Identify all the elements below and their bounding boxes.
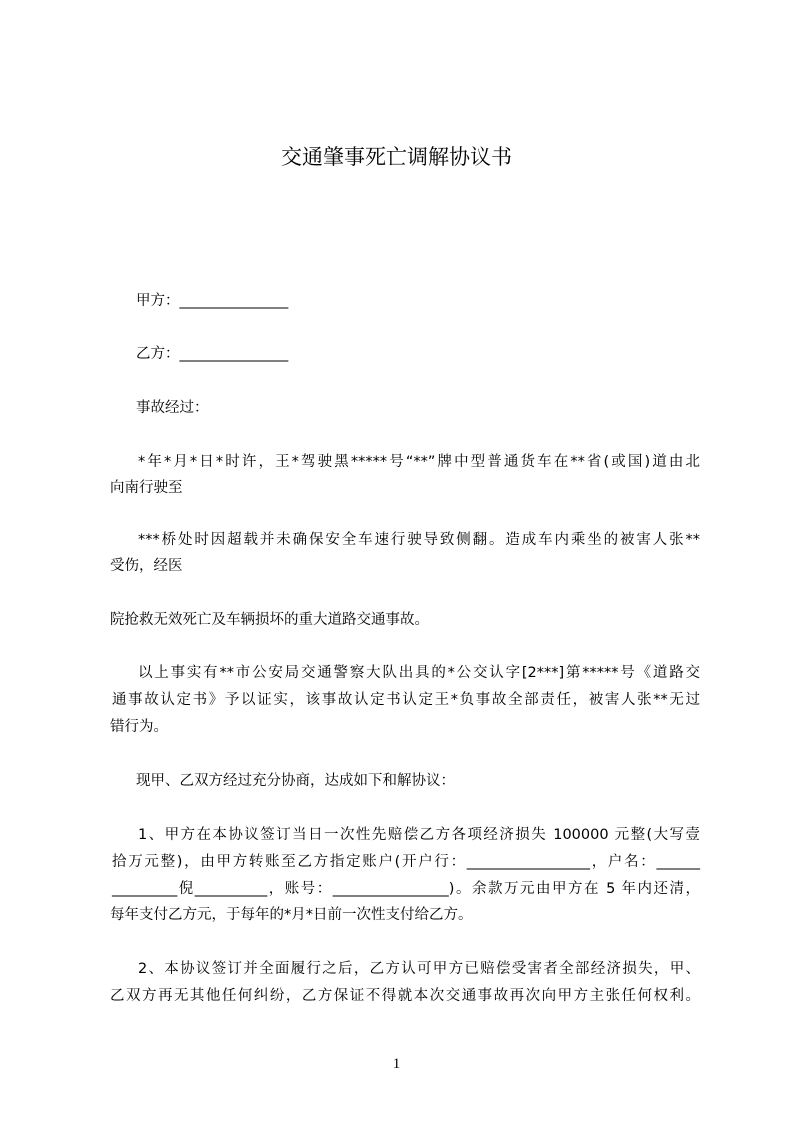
paragraph-line: 以上事实有**市公安局交通警察大队出具的*公交认字[2***]第*****号《道路交: [138, 665, 700, 681]
paragraph-line: 1、甲方在本协议签订当日一次性先赔偿乙方各项经济损失 100000 元整(大写壹: [138, 827, 700, 843]
section-heading: 事故经过：: [136, 400, 209, 416]
page-number: 1: [392, 1056, 401, 1072]
paragraph-line: 通事故认定书》予以证实，该事故认定书认定王*负事故全部责任，被害人张**无过: [112, 692, 700, 708]
paragraph-line: 每年支付乙方元，于每年的*月*日前一次性支付给乙方。: [110, 907, 473, 923]
paragraph-line: 乙双方再无其他任何纠纷，乙方保证不得就本次交通事故再次向甲方主张任何权利。: [110, 988, 700, 1004]
paragraph-line: 现甲、乙双方经过充分协商，达成如下和解协议：: [136, 773, 455, 789]
party-a-field: 甲方：_______________: [136, 293, 289, 309]
paragraph-line: _________倪__________，账号：________________)。余款万元由甲方在 5 年内还清，: [112, 881, 700, 897]
party-b-field: 乙方：_______________: [136, 346, 289, 362]
paragraph-line: 院抢救无效死亡及车辆损坏的重大道路交通事故。: [110, 612, 429, 628]
paragraph-line: 受伤，经医: [110, 558, 183, 574]
paragraph-line: *年*月*日*时许，王*驾驶黑*****号“**”牌中型普通货车在**省(或国)道由北: [138, 454, 700, 470]
document-title: 交通肇事死亡调解协议书: [281, 145, 512, 169]
paragraph-line: 拾万元整)，由甲方转账至乙方指定账户(开户行：_________________，户名：______: [112, 854, 700, 870]
paragraph-line: 向南行驶至: [110, 480, 183, 496]
paragraph-line: 错行为。: [110, 719, 168, 735]
paragraph-line: 2、本协议签订并全面履行之后，乙方认可甲方已赔偿受害者全部经济损失，甲、: [138, 961, 700, 977]
paragraph-line: ***桥处时因超载并未确保安全车速行驶导致侧翻。造成车内乘坐的被害人张**: [138, 532, 700, 548]
